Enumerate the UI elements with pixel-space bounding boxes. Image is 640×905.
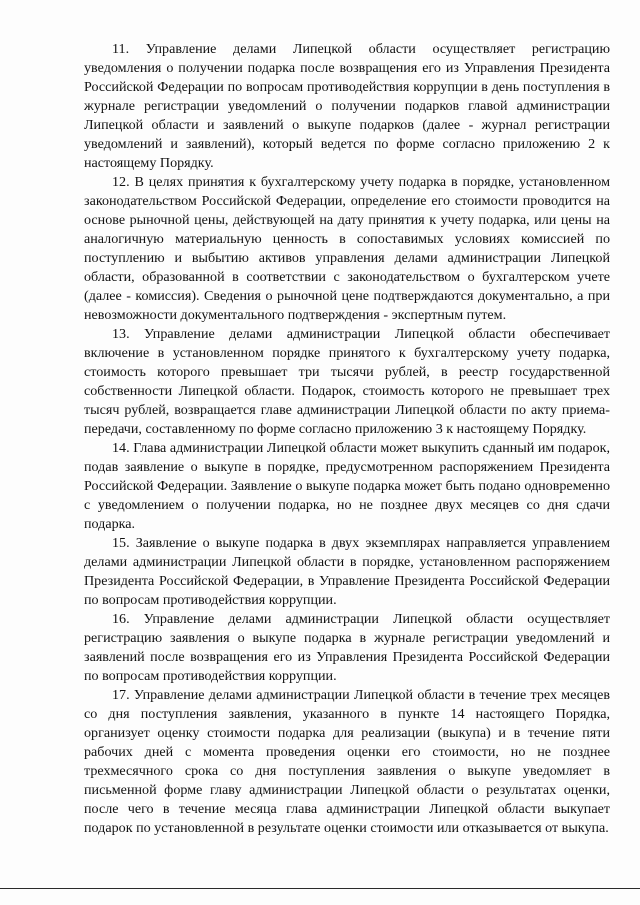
footer-rule bbox=[0, 888, 640, 889]
paragraph-15: 15. Заявление о выкупе подарка в двух экземплярах направляется управлением делами администрации Липецкой области в порядке, установленном распоряжением Президента Российской Федерации, в Управление Президента Российской Федерации по вопросам противодействия коррупции. bbox=[84, 535, 610, 608]
paragraph-11: 11. Управление делами Липецкой области осуществляет регистрацию уведомления о получении подарка после возвращения его из Управления Президента Российской Федерации по вопросам противодействия коррупции в день поступления в журнале регистрации уведомлений о получении подарков главой администрации Липецкой области и заявлений о выкупе подарков (далее - журнал регистрации уведомлений и заявлений), который ведется по форме согласно приложению 2 к настоящему Порядку. bbox=[84, 41, 610, 171]
paragraph-16: 16. Управление делами администрации Липецкой области осуществляет регистрацию заявления о выкупе подарка в журнале регистрации уведомлений и заявлений после возвращения его из Управления Президента Российской Федерации по вопросам противодействия коррупции. bbox=[84, 611, 610, 684]
paragraph-14: 14. Глава администрации Липецкой области может выкупить сданный им подарок, подав заявление о выкупе в порядке, предусмотренном распоряжением Президента Российской Федерации. Заявление о выкупе подарка может быть подано одновременно с уведомлением о получении подарка, но не позднее двух месяцев со дня сдачи подарка. bbox=[84, 440, 610, 532]
paragraph-13: 13. Управление делами администрации Липецкой области обеспечивает включение в установленном порядке принятого к бухгалтерскому учету подарка, стоимость которого превышает три тысячи рублей, в реестр государственной собственности Липецкой области. Подарок, стоимость которого не превышает трех тысяч рублей, возвращается главе администрации Липецкой области по акту приема-передачи, составленному по форме согласно приложению 3 к настоящему Порядку. bbox=[84, 326, 610, 437]
paragraph-17: 17. Управление делами администрации Липецкой области в течение трех месяцев со дня поступления заявления, указанного в пункте 14 настоящего Порядка, организует оценку стоимости подарка для реализации (выкупа) и в течение пяти рабочих дней с момента проведения оценки его стоимости, но не позднее трехмесячного срока со дня поступления заявления о выкупе уведомляет в письменной форме главу администрации Липецкой области о результатах оценки, после чего в течение месяца глава администрации Липецкой области выкупает подарок по установленной в результате оценки стоимости или отказывается от выкупа. bbox=[84, 687, 610, 836]
document-body bbox=[84, 40, 610, 838]
paragraph-12: 12. В целях принятия к бухгалтерскому учету подарка в порядке, установленном законодательством Российской Федерации, определение его стоимости проводится на основе рыночной цены, действующей на дату принятия к учету подарка, или цены на аналогичную материальную ценность в сопоставимых условиях комиссией по поступлению и выбытию активов управления делами администрации Липецкой области, образованной в соответствии с законодательством о бухгалтерском учете (далее - комиссия). Сведения о рыночной цене подтверждаются документально, а при невозможности документального подтверждения - экспертным путем. bbox=[84, 174, 610, 323]
